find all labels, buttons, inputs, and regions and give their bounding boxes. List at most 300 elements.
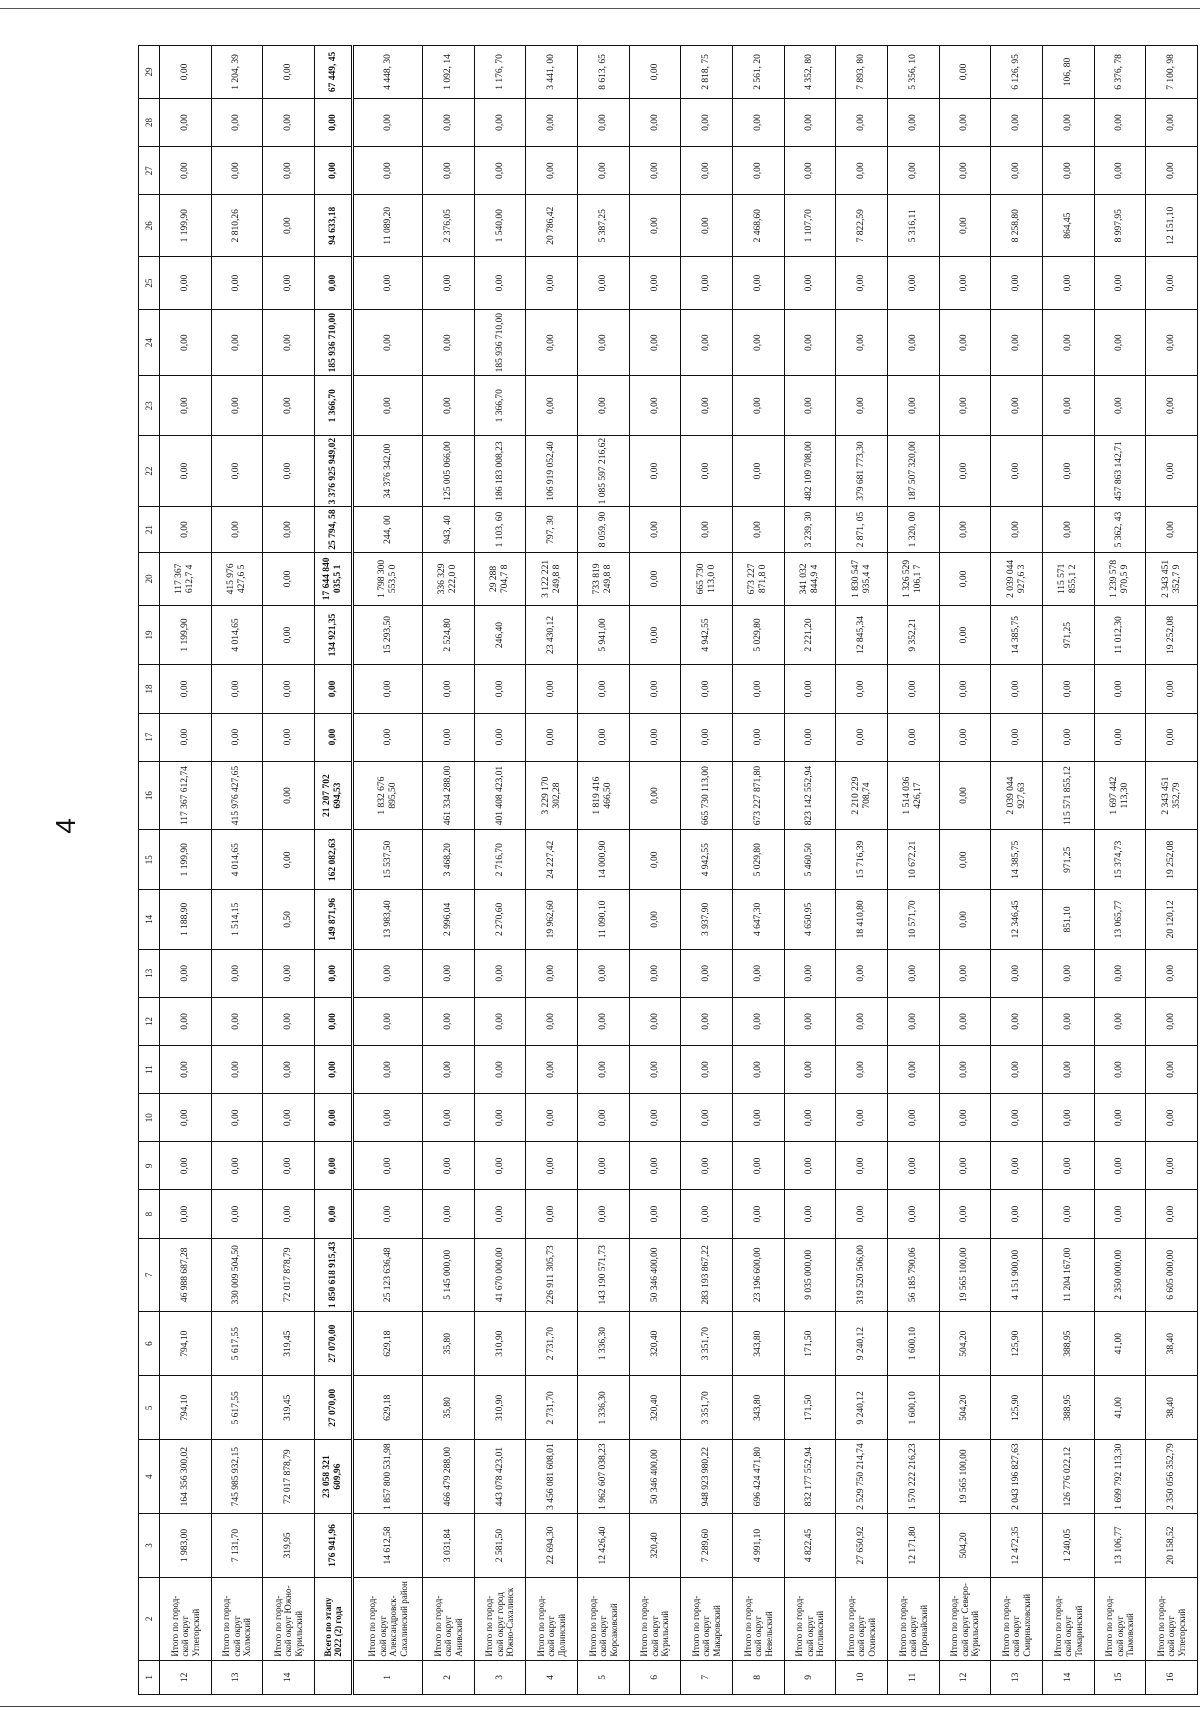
table-cell: 1 830 547 935,4 4	[836, 553, 888, 606]
table-cell: 0,00	[578, 997, 630, 1045]
table-cell: 0,00	[836, 1094, 888, 1142]
table-cell: 2 810,26	[211, 195, 263, 257]
table-cell: 0,00	[1094, 1190, 1146, 1238]
table-cell: 25 794, 58	[314, 507, 352, 553]
table-cell: 15 374,73	[1094, 830, 1146, 890]
table-cell: 1 366,70	[474, 376, 526, 436]
table-cell: 2 350 056 352,79	[1146, 1440, 1198, 1513]
table-cell: 0,00	[423, 1190, 475, 1238]
table-cell: 0,00	[732, 147, 784, 195]
table-cell: 11	[887, 1660, 939, 1694]
table-cell: 12 151,10	[1146, 195, 1198, 257]
table-cell: 14	[263, 1660, 315, 1694]
table-cell: 164 356 300,02	[160, 1440, 212, 1513]
table-cell: 0,00	[1042, 309, 1094, 376]
table-cell: 4 647,30	[732, 890, 784, 950]
table-cell: 0,00	[1042, 1142, 1094, 1190]
table-cell: 2 221,20	[784, 605, 836, 665]
table-cell: 22 694,30	[526, 1513, 578, 1577]
table-cell: 0,00	[1094, 665, 1146, 713]
table-row	[353, 46, 423, 1695]
table-cell: 0,00	[991, 949, 1043, 997]
table-cell: 4 942,55	[681, 605, 733, 665]
table-cell: 226 911 305,73	[526, 1238, 578, 1311]
row-name-cell: Итого по город-ской округ Углегорский	[1146, 1578, 1198, 1661]
table-cell: 10 571,70	[887, 890, 939, 950]
table-cell: 12	[939, 1660, 991, 1694]
table-cell: 17 644 840 035,5 1	[314, 553, 352, 606]
table-cell: 2 716,70	[474, 830, 526, 890]
table-cell: 504,20	[939, 1312, 991, 1376]
table-cell: 24 227,42	[526, 830, 578, 890]
table-cell: 0,00	[423, 1046, 475, 1094]
table-cell: 13	[991, 1660, 1043, 1694]
table-cell: 0,00	[887, 949, 939, 997]
table-cell: 50 346 400,00	[629, 1440, 681, 1513]
table-row	[578, 46, 630, 1695]
row-name-cell: Итого по город-ской округ Охинский	[836, 1578, 888, 1661]
table-cell: 0,00	[314, 257, 352, 310]
table-cell: 832 177 552,94	[784, 1440, 836, 1513]
table-cell: 0,00	[991, 1046, 1043, 1094]
table-cell: 1 336,30	[578, 1376, 630, 1440]
table-cell: 0,00	[991, 507, 1043, 553]
table-row	[836, 46, 888, 1695]
table-cell: 0,00	[887, 98, 939, 146]
table-cell: 8 258,80	[991, 195, 1043, 257]
table-cell: 0,00	[423, 713, 475, 761]
table-cell: 5 362, 43	[1094, 507, 1146, 553]
table-cell: 0,00	[263, 713, 315, 761]
table-cell: 23 196 600,00	[732, 1238, 784, 1311]
table-cell: 0,00	[939, 997, 991, 1045]
table-cell: 0,00	[526, 147, 578, 195]
table-cell: 27 070,00	[314, 1312, 352, 1376]
table-row	[1042, 46, 1094, 1695]
table-cell: 320,40	[629, 1513, 681, 1577]
table-cell: 27 650,92	[836, 1513, 888, 1577]
table-cell: 11 090,10	[578, 890, 630, 950]
table-cell: 7 100, 98	[1146, 46, 1198, 99]
table-cell: 0,00	[1146, 436, 1198, 507]
table-cell: 3 468,20	[423, 830, 475, 890]
table-cell: 0,00	[263, 98, 315, 146]
table-cell: 0,00	[578, 949, 630, 997]
table-cell: 0,00	[314, 1190, 352, 1238]
table-cell: 0,00	[353, 713, 423, 761]
table-cell: 3 351,70	[681, 1376, 733, 1440]
table-cell: 0,00	[991, 436, 1043, 507]
row-name-cell: Итого по город-ской округ Анивский	[423, 1578, 475, 1661]
table-cell: 1 085 597 216,62	[578, 436, 630, 507]
table-cell: 41 670 000,00	[474, 1238, 526, 1311]
table-cell: 0,00	[784, 376, 836, 436]
table-cell: 11 089,20	[353, 195, 423, 257]
table-cell: 14 385,75	[991, 830, 1043, 890]
table-cell: 0,00	[629, 46, 681, 99]
table-cell: 14 612,58	[353, 1513, 423, 1577]
table-cell: 0,00	[263, 436, 315, 507]
table-cell: 0,00	[211, 147, 263, 195]
table-cell: 0,00	[1094, 1094, 1146, 1142]
table-cell: 2 529 750 214,74	[836, 1440, 888, 1513]
table-cell: 5 029,80	[732, 830, 784, 890]
table-cell: 0,00	[836, 713, 888, 761]
table-cell: 0,00	[939, 761, 991, 830]
table-cell: 0,00	[211, 665, 263, 713]
table-cell: 0,00	[1146, 147, 1198, 195]
table-cell: 3 376 925 949,02	[314, 436, 352, 507]
table-row	[211, 46, 263, 1695]
table-cell: 0,00	[314, 147, 352, 195]
table-cell: 9 352,21	[887, 605, 939, 665]
table-cell: 0,00	[211, 436, 263, 507]
table-cell: 0,00	[732, 713, 784, 761]
table-cell: 0,00	[629, 997, 681, 1045]
table-cell: 34 376 342,00	[353, 436, 423, 507]
table-cell: 0,00	[474, 713, 526, 761]
table-cell: 0,00	[1146, 713, 1198, 761]
table-row	[681, 46, 733, 1695]
table-cell: 1 699 792 113,30	[1094, 1440, 1146, 1513]
table-cell: 415 976 427,65	[211, 761, 263, 830]
table-cell: 0,00	[353, 98, 423, 146]
row-name-cell: Итого по город-ской округ Смирныховский	[991, 1578, 1043, 1661]
row-name-cell: Итого по город-ской округ Долинский	[526, 1578, 578, 1661]
table-cell: 171,50	[784, 1312, 836, 1376]
table-cell: 341 032 844,9 4	[784, 553, 836, 606]
table-cell: 7 893, 80	[836, 46, 888, 99]
table-cell: 0,00	[1146, 257, 1198, 310]
table-cell: 0,00	[629, 309, 681, 376]
table-cell: 187 507 320,00	[887, 436, 939, 507]
table-cell: 1 600,10	[887, 1312, 939, 1376]
table-cell: 0,00	[887, 665, 939, 713]
table-cell: 4 650,95	[784, 890, 836, 950]
table-cell: 5 941,00	[578, 605, 630, 665]
table-cell: 2	[423, 1660, 475, 1694]
table-cell: 7	[681, 1660, 733, 1694]
table-cell: 0,00	[526, 713, 578, 761]
table-cell: 1 326 529 106,1 7	[887, 553, 939, 606]
table-cell: 0,00	[629, 553, 681, 606]
table-cell: 0,00	[629, 1190, 681, 1238]
table-cell: 0,00	[836, 98, 888, 146]
table-cell: 0,00	[939, 1142, 991, 1190]
table-cell: 176 941,96	[314, 1513, 352, 1577]
table-cell: 0,00	[1042, 1190, 1094, 1238]
table-cell: 0,00	[578, 147, 630, 195]
table-cell: 0,00	[526, 1046, 578, 1094]
table-cell: 0,00	[991, 376, 1043, 436]
table-cell: 0,00	[939, 553, 991, 606]
table-cell: 0,00	[1042, 98, 1094, 146]
table-cell: 185 936 710,00	[314, 309, 352, 376]
table-cell: 0,00	[263, 665, 315, 713]
table-cell: 246,40	[474, 605, 526, 665]
table-cell: 12 426,40	[578, 1513, 630, 1577]
table-cell: 15	[1094, 1660, 1146, 1694]
table-cell: 0,00	[314, 949, 352, 997]
table-cell: 0,00	[160, 309, 212, 376]
table-cell: 14 000,90	[578, 830, 630, 890]
table-cell: 0,00	[423, 376, 475, 436]
table-row	[1094, 46, 1146, 1695]
table-cell: 5 145 000,00	[423, 1238, 475, 1311]
table-cell: 0,00	[732, 949, 784, 997]
table-cell: 1 103, 60	[474, 507, 526, 553]
table-cell: 0,00	[160, 665, 212, 713]
table-cell: 0,00	[263, 553, 315, 606]
table-row	[423, 46, 475, 1695]
table-cell: 0,00	[353, 1142, 423, 1190]
table-cell: 0,00	[578, 1190, 630, 1238]
table-cell: 0,00	[887, 1046, 939, 1094]
table-cell: 0,00	[629, 761, 681, 830]
table-cell: 9 240,12	[836, 1312, 888, 1376]
table-cell: 0,00	[160, 46, 212, 99]
table-cell: 3	[474, 1660, 526, 1694]
table-cell: 0,00	[578, 376, 630, 436]
table-cell: 0,00	[1094, 1142, 1146, 1190]
table-cell: 0,00	[1146, 376, 1198, 436]
table-cell: 0,00	[263, 949, 315, 997]
table-cell: 0,00	[939, 1094, 991, 1142]
table-cell: 0,00	[1146, 1046, 1198, 1094]
header-cell: 20	[139, 553, 160, 606]
table-cell: 4 014,65	[211, 830, 263, 890]
header-cell: 13	[139, 949, 160, 997]
table-cell: 0,00	[211, 1190, 263, 1238]
table-cell: 0,00	[1042, 436, 1094, 507]
table-cell: 0,00	[423, 98, 475, 146]
table-cell: 0,00	[526, 949, 578, 997]
table-cell: 0,00	[629, 376, 681, 436]
table-cell: 0,00	[526, 257, 578, 310]
table-cell: 0,00	[353, 1046, 423, 1094]
table-cell: 4 822,45	[784, 1513, 836, 1577]
table-cell: 943, 40	[423, 507, 475, 553]
table-cell: 388,95	[1042, 1312, 1094, 1376]
table-cell: 0,00	[681, 257, 733, 310]
table-cell: 0,00	[211, 376, 263, 436]
table-cell: 0,00	[526, 376, 578, 436]
header-cell: 19	[139, 605, 160, 665]
table-cell: 8	[732, 1660, 784, 1694]
table-cell: 3 937,90	[681, 890, 733, 950]
table-cell: 0,50	[263, 890, 315, 950]
table-cell: 504,20	[939, 1513, 991, 1577]
table-cell: 0,00	[887, 309, 939, 376]
table-cell: 23 058 321 609,96	[314, 1440, 352, 1513]
table-cell: 0,00	[1146, 665, 1198, 713]
table-cell: 13 106,77	[1094, 1513, 1146, 1577]
table-cell: 15 716,39	[836, 830, 888, 890]
table-cell: 19 252,08	[1146, 830, 1198, 890]
table-row	[526, 46, 578, 1695]
table-cell: 0,00	[629, 1142, 681, 1190]
table-cell: 343,80	[732, 1376, 784, 1440]
table-cell: 0,00	[160, 949, 212, 997]
table-cell: 0,00	[314, 1094, 352, 1142]
table-cell: 415 976 427,6 5	[211, 553, 263, 606]
table-cell: 0,00	[211, 997, 263, 1045]
header-cell: 11	[139, 1046, 160, 1094]
table-cell: 0,00	[681, 507, 733, 553]
header-cell: 18	[139, 665, 160, 713]
table-cell: 7 822,59	[836, 195, 888, 257]
table-cell: 5 316,11	[887, 195, 939, 257]
table-cell: 0,00	[474, 1142, 526, 1190]
table-cell: 0,00	[263, 46, 315, 99]
table-cell: 1 199,90	[160, 830, 212, 890]
table-cell: 0,00	[939, 830, 991, 890]
table-cell: 0,00	[939, 98, 991, 146]
table-cell: 2 524,80	[423, 605, 475, 665]
table-cell: 0,00	[887, 1094, 939, 1142]
table-cell: 0,00	[784, 1142, 836, 1190]
table-cell: 0,00	[160, 1046, 212, 1094]
table-cell: 4 991,10	[732, 1513, 784, 1577]
table-cell: 319,45	[263, 1376, 315, 1440]
table-cell: 0,00	[160, 257, 212, 310]
table-cell: 0,00	[314, 1046, 352, 1094]
table-cell: 0,00	[629, 1094, 681, 1142]
table-cell: 4 352, 80	[784, 46, 836, 99]
table-cell: 16	[1146, 1660, 1198, 1694]
table-row	[887, 46, 939, 1695]
table-cell: 27 070,00	[314, 1376, 352, 1440]
table-cell: 0,00	[836, 1142, 888, 1190]
table-cell: 11 204 167,00	[1042, 1238, 1094, 1311]
header-cell: 14	[139, 890, 160, 950]
row-name-cell: Итого по город-ской округ Корсаковский	[578, 1578, 630, 1661]
table-cell: 343,80	[732, 1312, 784, 1376]
table-cell: 3 351,70	[681, 1312, 733, 1376]
table-cell: 50 346 400,00	[629, 1238, 681, 1311]
header-cell: 21	[139, 507, 160, 553]
table-cell: 10	[836, 1660, 888, 1694]
table-cell: 2 871, 05	[836, 507, 888, 553]
table-row	[732, 46, 784, 1695]
table-cell: 0,00	[526, 98, 578, 146]
table-cell: 0,00	[836, 997, 888, 1045]
table-cell: 0,00	[160, 1094, 212, 1142]
table-cell: 72 017 878,79	[263, 1440, 315, 1513]
table-cell: 0,00	[474, 949, 526, 997]
table-cell: 6 376, 78	[1094, 46, 1146, 99]
table-cell: 0,00	[1042, 376, 1094, 436]
table-cell: 0,00	[1094, 376, 1146, 436]
table-cell: 1 819 416 466,50	[578, 761, 630, 830]
table-cell: 12 845,34	[836, 605, 888, 665]
row-name-cell: Итого по город-ской округ Углегорский	[160, 1578, 212, 1661]
table-cell: 0,00	[836, 309, 888, 376]
table-cell: 1 600,10	[887, 1376, 939, 1440]
table-cell: 0,00	[732, 1094, 784, 1142]
table-cell: 185 936 710,00	[474, 309, 526, 376]
table-cell: 0,00	[526, 997, 578, 1045]
table-cell: 0,00	[939, 147, 991, 195]
table-cell: 19 565 100,00	[939, 1440, 991, 1513]
table-cell: 797, 30	[526, 507, 578, 553]
table-cell: 0,00	[578, 1094, 630, 1142]
table-cell: 134 921,35	[314, 605, 352, 665]
table-cell: 0,00	[991, 98, 1043, 146]
table-row	[314, 46, 352, 1695]
table-cell: 3 441, 00	[526, 46, 578, 99]
table-cell: 320,40	[629, 1376, 681, 1440]
table-cell: 0,00	[211, 949, 263, 997]
table-cell: 0,00	[784, 1046, 836, 1094]
table-cell: 15 293,50	[353, 605, 423, 665]
table-cell: 0,00	[1146, 1142, 1198, 1190]
table-cell: 0,00	[1146, 997, 1198, 1045]
table-cell: 0,00	[887, 257, 939, 310]
table-cell: 0,00	[732, 436, 784, 507]
table-cell: 864,45	[1042, 195, 1094, 257]
table-cell: 0,00	[314, 98, 352, 146]
table-row	[160, 46, 212, 1695]
table-cell: 823 142 552,94	[784, 761, 836, 830]
table-row	[784, 46, 836, 1695]
table-cell: 29 288 704,7 8	[474, 553, 526, 606]
table-cell: 1 983,00	[160, 1513, 212, 1577]
table-cell: 0,00	[314, 665, 352, 713]
table-cell: 0,00	[732, 257, 784, 310]
table-cell: 0,00	[1094, 98, 1146, 146]
table-cell: 2 818, 75	[681, 46, 733, 99]
table-cell: 4 014,65	[211, 605, 263, 665]
table-cell: 0,00	[629, 507, 681, 553]
table-cell: 0,00	[578, 713, 630, 761]
table-cell: 1 962 607 038,23	[578, 1440, 630, 1513]
table-cell: 0,00	[681, 1142, 733, 1190]
table-cell: 0,00	[423, 997, 475, 1045]
table-cell: 0,00	[1094, 949, 1146, 997]
table-cell: 0,00	[629, 195, 681, 257]
table-cell: 0,00	[474, 147, 526, 195]
table-cell: 673 227 871,8 0	[732, 553, 784, 606]
table-cell: 1 199,90	[160, 605, 212, 665]
table-cell: 1 320, 00	[887, 507, 939, 553]
table-cell: 0,00	[681, 376, 733, 436]
table-row	[474, 46, 526, 1695]
table-cell: 0,00	[629, 949, 681, 997]
row-name-cell: Итого по город-ской округ Северо-Курильский	[939, 1578, 991, 1661]
table-cell: 0,00	[474, 997, 526, 1045]
table-cell	[314, 1660, 352, 1694]
table-cell: 0,00	[211, 1094, 263, 1142]
table-cell: 0,00	[1042, 949, 1094, 997]
table-cell: 283 193 867,22	[681, 1238, 733, 1311]
row-name-cell: Итого по город-ской округ Томаринский	[1042, 1578, 1094, 1661]
table-cell: 0,00	[939, 436, 991, 507]
table-cell: 330 009 504,50	[211, 1238, 263, 1311]
table-cell: 6 605 000,00	[1146, 1238, 1198, 1311]
table-cell: 971,25	[1042, 605, 1094, 665]
row-name-cell: Итого по город-ской округ Невельский	[732, 1578, 784, 1661]
table-cell: 0,00	[263, 1046, 315, 1094]
table-cell: 0,00	[732, 997, 784, 1045]
table-cell: 0,00	[681, 713, 733, 761]
table-cell: 0,00	[160, 713, 212, 761]
table-cell: 4 942,55	[681, 830, 733, 890]
table-cell: 0,00	[681, 665, 733, 713]
table-cell: 319 520 506,00	[836, 1238, 888, 1311]
table-cell: 0,00	[1042, 1094, 1094, 1142]
table-cell: 0,00	[263, 147, 315, 195]
